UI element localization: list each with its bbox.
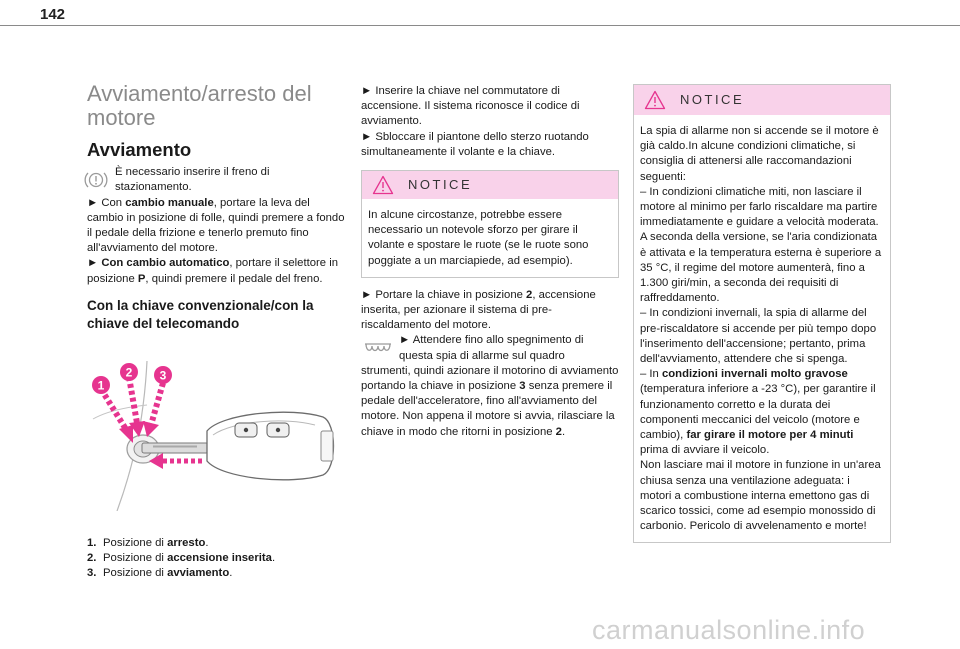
warning-triangle-icon [372, 175, 394, 195]
svg-text:1: 1 [97, 378, 105, 393]
svg-text:2: 2 [125, 365, 133, 380]
notice-header [362, 171, 618, 199]
notice-text: In alcune circostanze, potrebbe essere necessario un notevole sforzo per girare il volante e spostare le ruote (se le ruote sono poggiate a un marciapiede, ad esempio). [368, 209, 589, 267]
list-item: 3. Posizione di avviamento. [87, 567, 233, 580]
position-badge-3 [154, 366, 172, 384]
column-right [633, 84, 891, 543]
parking-brake-note [87, 165, 349, 195]
notice-text: La spia di allarme non si accende se il motore è già caldo.In alcune condizioni climatiche, si consiglia di attenersi alle raccomandazioni seguenti: – In condizioni climatiche miti, non lasciare il motore al minimo per farlo riscaldare ma partire immediatamente e guidare a velocità moderata. A seconda della versione, se l'aria condizionata è attivata e la temperatura esterna è superiore a 35 °C, il regime del motore aumenterà, fino a 1.300 giri/min, a seconda dei requisiti di raffreddamento. – In condizioni invernali, la spia di allarme del pre-riscaldatore si accende per più tempo dopo l'inserimento dell'accensione; pertanto, prima dell'avviamento, attendere che si spenga. – In condizioni invernali molto gravose (temperatura inferiore a -23 °C), per garantire il funzionamento corretto e la durata dei componenti meccanici del veicolo (motore e cambio), far girare il motore per 4 minuti prima di avviare il veicolo. Non lasciare mai il motore in funzione in un'area chiusa senza una ventilazione adeguata: i motori a combustione interna emettono gas di scarico tossici, come ad esempio monossido di carbonio. Pericolo di avvelenamento e morte! [640, 125, 882, 533]
notice-box-climate [633, 84, 891, 543]
heading-avviamento: Avviamento [87, 139, 192, 160]
manual-gearbox-step: ► Con cambio manuale, portare la leva del cambio in posizione di folle, quindi premere a fondo il pedale della frizione e tenerlo premuto fino all'avviamento del motore. [87, 196, 345, 255]
position-badge-2 [120, 363, 138, 381]
notice-title: NOTICE [408, 177, 473, 193]
notice-header [634, 85, 890, 115]
automatic-gearbox-step: ► Con cambio automatico, portare il selettore in posizione P, quindi premere il pedale del freno. [87, 257, 339, 285]
warning-triangle-icon [644, 90, 666, 110]
section-title: Avviamento/arresto del motore [87, 81, 312, 130]
page-number: 142 [40, 6, 66, 23]
notice-title: NOTICE [680, 92, 745, 108]
notice-box-steering [361, 170, 619, 278]
ignition-key-icon [93, 361, 334, 511]
list-item: 1. Posizione di arresto. [87, 537, 209, 550]
preheat-coil-icon [363, 341, 393, 355]
position-badge-1 [92, 376, 110, 394]
list-item: 2. Posizione di accensione inserita. [87, 552, 276, 565]
parking-brake-icon [81, 168, 111, 192]
watermark: carmanualsonline.info [592, 615, 866, 645]
unlock-column-step: ► Sbloccare il piantone dello sterzo ruotando simultaneamente il volante e la chiave. [361, 130, 589, 158]
ignition-key-illustration [87, 361, 349, 511]
column-left [87, 82, 349, 582]
svg-text:3: 3 [159, 368, 167, 383]
wait-warning-light-step: ► Attendere fino allo spegnimento di questa spia di allarme sul quadro [361, 333, 619, 363]
positions-list [87, 536, 349, 582]
position-2-step: ► Portare la chiave in posizione 2, accensione inserita, per azionare il sistema di pre-riscaldamento del motore. [361, 288, 596, 332]
start-engine-step: strumenti, quindi azionare il motorino di avviamento portando la chiave in posizione 3 senza premere il pedale dell'acceleratore, fino all'avviamento del motore. Non appena il motore si avvia, rilasciare la chiave in modo che ritorni in posizione 2. [361, 364, 619, 438]
subheading-key: Con la chiave convenzionale/con la chiave del telecomando [87, 297, 314, 331]
top-divider [0, 25, 960, 26]
column-middle [361, 84, 619, 440]
brake-text: È necessario inserire il freno di stazionamento. [115, 166, 270, 194]
insert-key-step: ► Inserire la chiave nel commutatore di accensione. Il sistema riconosce il codice di avviamento. [361, 85, 580, 128]
